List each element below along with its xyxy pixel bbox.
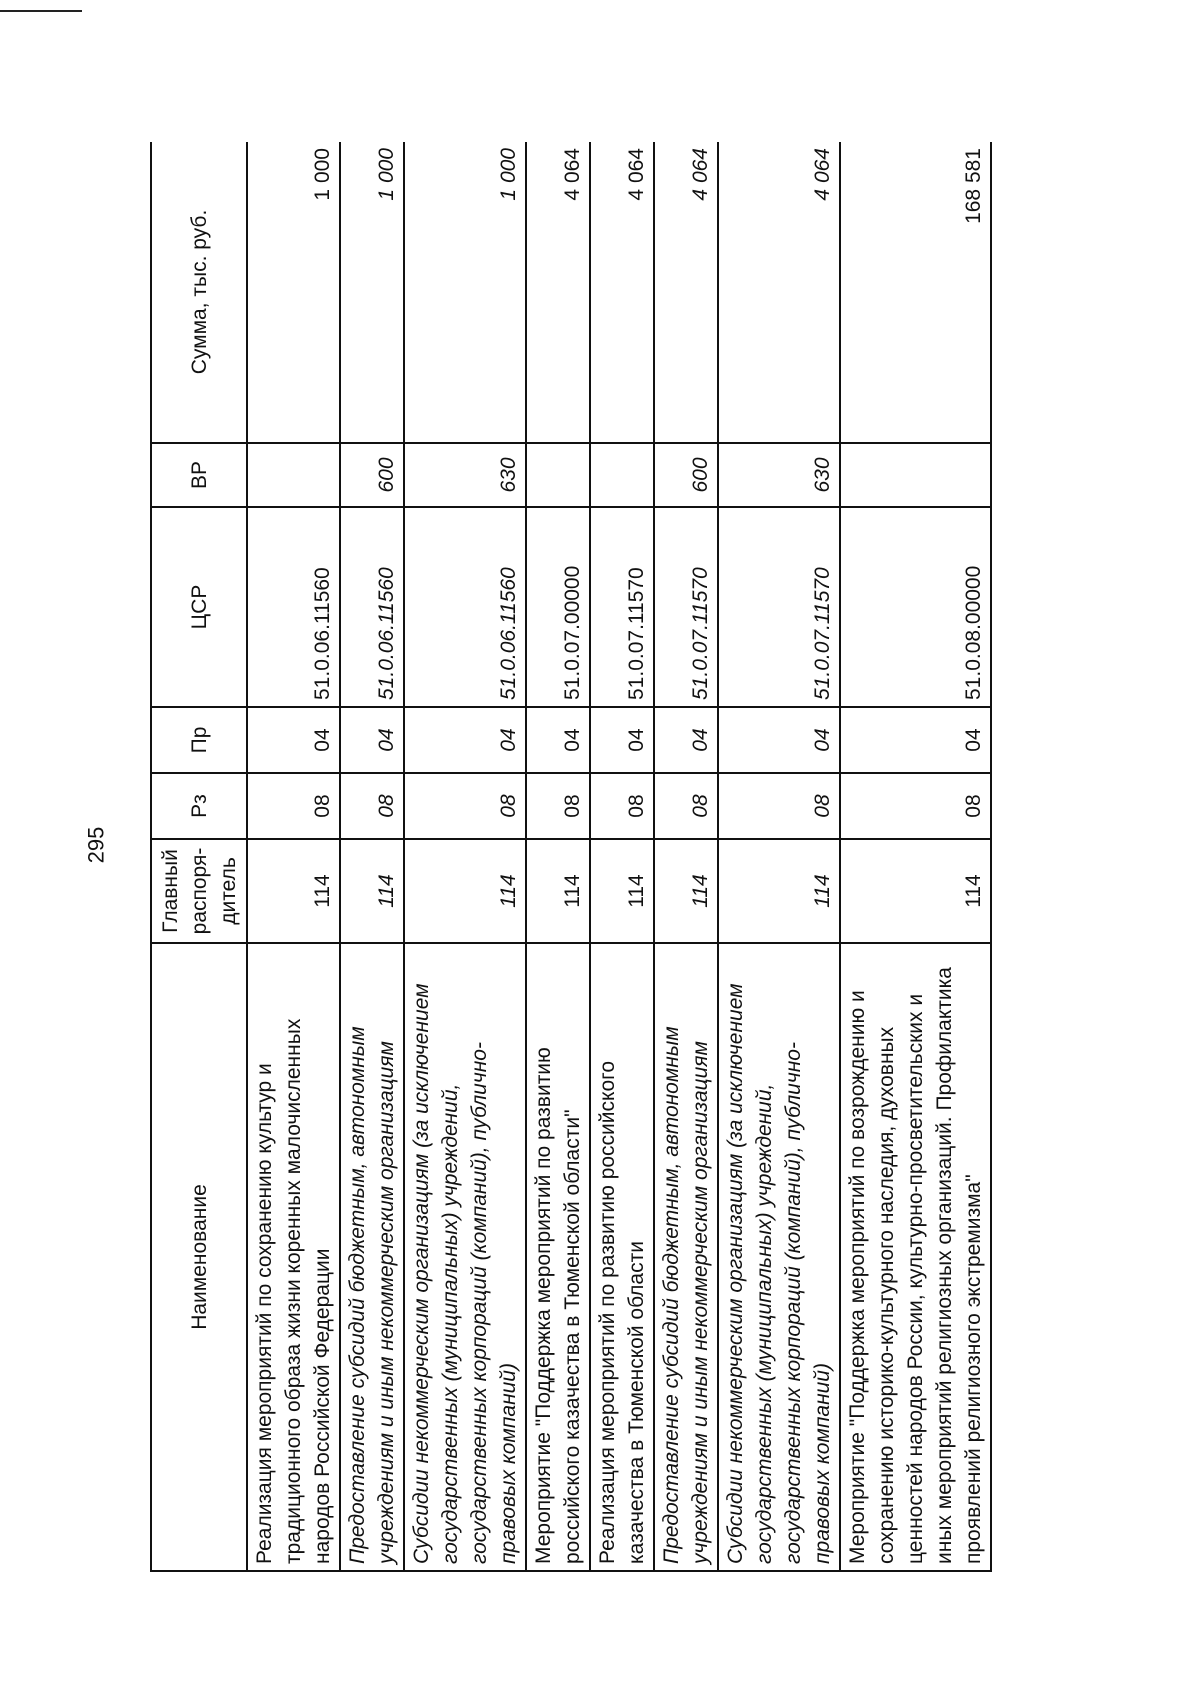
cell-gr: 114: [247, 839, 340, 943]
cell-rz: 08: [590, 773, 654, 839]
cell-pr: 04: [404, 707, 526, 773]
cell-csr: 51.0.07.00000: [526, 507, 590, 707]
cell-sum: 168 581: [840, 142, 991, 443]
header-csr: ЦСР: [151, 507, 247, 707]
cell-vr: 600: [654, 443, 718, 507]
cell-vr: 600: [340, 443, 404, 507]
cell-pr: 04: [526, 707, 590, 773]
cell-csr: 51.0.08.00000: [840, 507, 991, 707]
page-number: 295: [83, 826, 109, 864]
cell-vr: [247, 443, 340, 507]
cell-gr: 114: [840, 839, 991, 943]
table-row: [590, 142, 654, 1571]
cell-name: Реализация мероприятий по развитию российского казачества в Тюменской области: [590, 943, 654, 1571]
cell-sum: 4 064: [590, 142, 654, 443]
cell-csr: 51.0.06.11560: [404, 507, 526, 707]
cell-rz: 08: [718, 773, 840, 839]
cell-name: Реализация мероприятий по сохранению культур и традиционного образа жизни коренных малочисленных народов Российской Федерации: [247, 943, 340, 1571]
cell-gr: 114: [340, 839, 404, 943]
cell-csr: 51.0.06.11560: [247, 507, 340, 707]
top-rule: [0, 10, 82, 12]
cell-pr: 04: [247, 707, 340, 773]
cell-sum: 1 000: [404, 142, 526, 443]
cell-vr: [526, 443, 590, 507]
cell-gr: 114: [590, 839, 654, 943]
header-pr: Пр: [151, 707, 247, 773]
header-gr: Главный распоря-дитель: [151, 839, 247, 943]
table-row: [840, 142, 991, 1571]
header-vr: ВР: [151, 443, 247, 507]
cell-rz: 08: [340, 773, 404, 839]
cell-pr: 04: [840, 707, 991, 773]
cell-rz: 08: [654, 773, 718, 839]
cell-gr: 114: [526, 839, 590, 943]
cell-pr: 04: [654, 707, 718, 773]
cell-csr: 51.0.07.11570: [654, 507, 718, 707]
table-row: [654, 142, 718, 1571]
cell-name: Мероприятие "Поддержка мероприятий по развитию российского казачества в Тюменской области": [526, 943, 590, 1571]
header-rz: Рз: [151, 773, 247, 839]
cell-sum: 4 064: [718, 142, 840, 443]
cell-vr: [840, 443, 991, 507]
header-sum: Сумма, тыс. руб.: [151, 142, 247, 443]
cell-name: Субсидии некоммерческим организациям (за исключением государственных (муниципальных) учреждений, государственных корпораций (компаний), публично-правовых компаний): [404, 943, 526, 1571]
cell-rz: 08: [404, 773, 526, 839]
cell-pr: 04: [340, 707, 404, 773]
cell-rz: 08: [247, 773, 340, 839]
table-row: [526, 142, 590, 1571]
table-row: [718, 142, 840, 1571]
table-row: [404, 142, 526, 1571]
cell-pr: 04: [590, 707, 654, 773]
header-name: Наименование: [151, 943, 247, 1571]
cell-sum: 1 000: [247, 142, 340, 443]
table-header-row: [151, 142, 247, 1571]
cell-csr: 51.0.07.11570: [590, 507, 654, 707]
cell-name: Мероприятие "Поддержка мероприятий по возрождению и сохранению историко-культурного наследия, духовных ценностей народов России, культурно-просветительских и иных мероприятий религиозных организаций. Профилактика проявлений религиозного экстремизма": [840, 943, 991, 1571]
cell-name: Предоставление субсидий бюджетным, автономным учреждениям и иным некоммерческим организациям: [340, 943, 404, 1571]
cell-name: Субсидии некоммерческим организациям (за исключением государственных (муниципальных) учреждений, государственных корпораций (компаний), публично-правовых компаний): [718, 943, 840, 1571]
cell-sum: 1 000: [340, 142, 404, 443]
cell-csr: 51.0.07.11570: [718, 507, 840, 707]
cell-gr: 114: [404, 839, 526, 943]
table-row: [247, 142, 340, 1571]
cell-pr: 04: [718, 707, 840, 773]
cell-vr: [590, 443, 654, 507]
rotated-table-container: [150, 142, 992, 1572]
cell-name: Предоставление субсидий бюджетным, автономным учреждениям и иным некоммерческим организациям: [654, 943, 718, 1571]
table-viewport: [150, 142, 992, 1572]
cell-sum: 4 064: [526, 142, 590, 443]
budget-table: [150, 142, 992, 1572]
cell-vr: 630: [404, 443, 526, 507]
cell-gr: 114: [654, 839, 718, 943]
table-row: [340, 142, 404, 1571]
cell-rz: 08: [526, 773, 590, 839]
cell-csr: 51.0.06.11560: [340, 507, 404, 707]
cell-rz: 08: [840, 773, 991, 839]
cell-sum: 4 064: [654, 142, 718, 443]
cell-vr: 630: [718, 443, 840, 507]
cell-gr: 114: [718, 839, 840, 943]
